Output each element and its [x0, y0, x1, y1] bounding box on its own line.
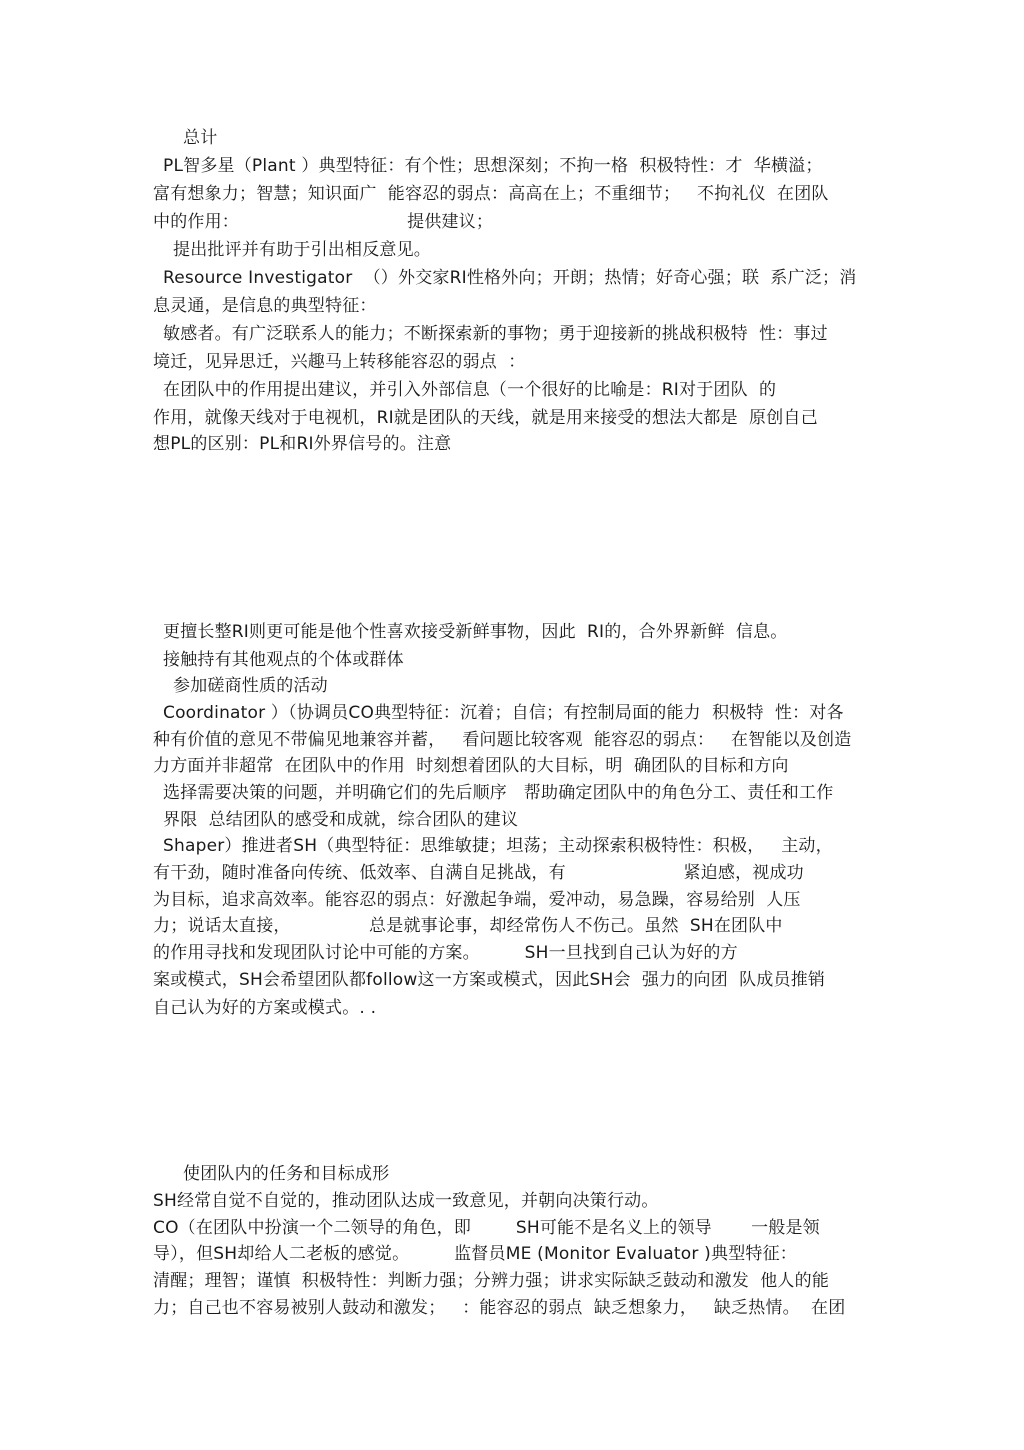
text-line: 界限 总结团队的感受和成就，综合团队的建议: [163, 810, 519, 830]
text-line: 更擅长整RI则更可能是他个性喜欢接受新鲜事物，因此 RI的，合外界新鲜 信息。: [163, 622, 788, 642]
text-line: 力；说话太直接， 总是就事论事，却经常伤人不伤己。虽然 SH在团队中: [153, 916, 783, 936]
text-line: 提出批评并有助于引出相反意见。: [173, 240, 431, 260]
text-line: 力方面并非超常 在团队中的作用 时刻想着团队的大目标，明 确团队的目标和方向: [153, 756, 789, 776]
text-line: 导），但SH却给人二老板的感觉。 监督员ME (Monitor Evaluator )典型特征：: [153, 1244, 797, 1264]
text-line: 案或模式，SH会希望团队都follow这一方案或模式，因此SH会 强力的向团 队成员推销: [153, 970, 826, 990]
text-line: 种有价值的意见不带偏见地兼容并蓄， 看问题比较客观 能容忍的弱点： 在智能以及创造: [153, 730, 852, 750]
text-line: 的作用寻找和发现团队讨论中可能的方案。 SH一旦找到自己认为好的方: [153, 943, 738, 963]
text-line-heading: 使团队内的任务和目标成形: [183, 1164, 390, 1184]
text-line: CO（在团队中扮演一个二领导的角色，即 SH可能不是名义上的领导 一般是领: [153, 1218, 820, 1238]
text-line: 富有想象力；智慧；知识面广 能容忍的弱点：高高在上；不重细节； 不拘礼仪 在团队: [153, 184, 829, 204]
text-line: 在团队中的作用提出建议，并引入外部信息（一个很好的比喻是：RI对于团队 的: [163, 380, 777, 400]
text-line: 境迁，见异思迁，兴趣马上转移能容忍的弱点 ：: [153, 352, 526, 372]
text-line: Resource Investigator （）外交家RI性格外向；开朗；热情；好奇心强；联 系广泛；消: [163, 268, 857, 288]
text-line: 力；自己也不容易被别人鼓动和激发； ：能容忍的弱点 缺乏想象力， 缺乏热情。 在团: [153, 1298, 846, 1318]
text-line: Shaper）推进者SH（典型特征：思维敏捷；坦荡；主动探索积极特性：积极， 主动，: [163, 836, 833, 856]
text-line: 自己认为好的方案或模式。. .: [153, 998, 377, 1018]
text-line: 有干劲，随时准备向传统、低效率、自满自足挑战，有 紧迫感，视成功: [153, 863, 804, 883]
text-line: 敏感者。有广泛联系人的能力；不断探索新的事物；勇于迎接新的挑战积极特 性：事过: [163, 324, 828, 344]
text-line: 作用，就像天线对于电视机，RI就是团队的天线，就是用来接受的想法大都是 原创自己: [153, 408, 818, 428]
text-line: 选择需要决策的问题，并明确它们的先后顺序 帮助确定团队中的角色分工、责任和工作: [163, 783, 834, 803]
text-line-heading: 总计: [183, 128, 218, 148]
text-line: 参加磋商性质的活动: [173, 676, 328, 696]
text-line: 清醒；理智；谨慎 积极特性：判断力强；分辨力强；讲求实际缺乏鼓动和激发 他人的能: [153, 1271, 830, 1291]
text-line: 中的作用： 提供建议；: [153, 212, 494, 232]
text-line: 想PL的区别：PL和RI外界信号的。注意: [153, 434, 452, 454]
text-line: Coordinator ）（协调员CO典型特征：沉着；自信；有控制局面的能力 积极特 性：对各: [163, 703, 844, 723]
text-line: PL智多星（Plant ）典型特征：有个性；思想深刻；不拘一格 积极特性：才 华横溢；: [163, 156, 823, 176]
text-line: 息灵通，是信息的典型特征：: [153, 296, 377, 316]
text-line: SH经常自觉不自觉的，推动团队达成一致意见，并朝向决策行动。: [153, 1191, 659, 1211]
text-line: 接触持有其他观点的个体或群体: [163, 650, 404, 670]
text-line: 为目标，追求高效率。能容忍的弱点：好激起争端，爱冲动，易急躁，容易给别 人压: [153, 890, 801, 910]
